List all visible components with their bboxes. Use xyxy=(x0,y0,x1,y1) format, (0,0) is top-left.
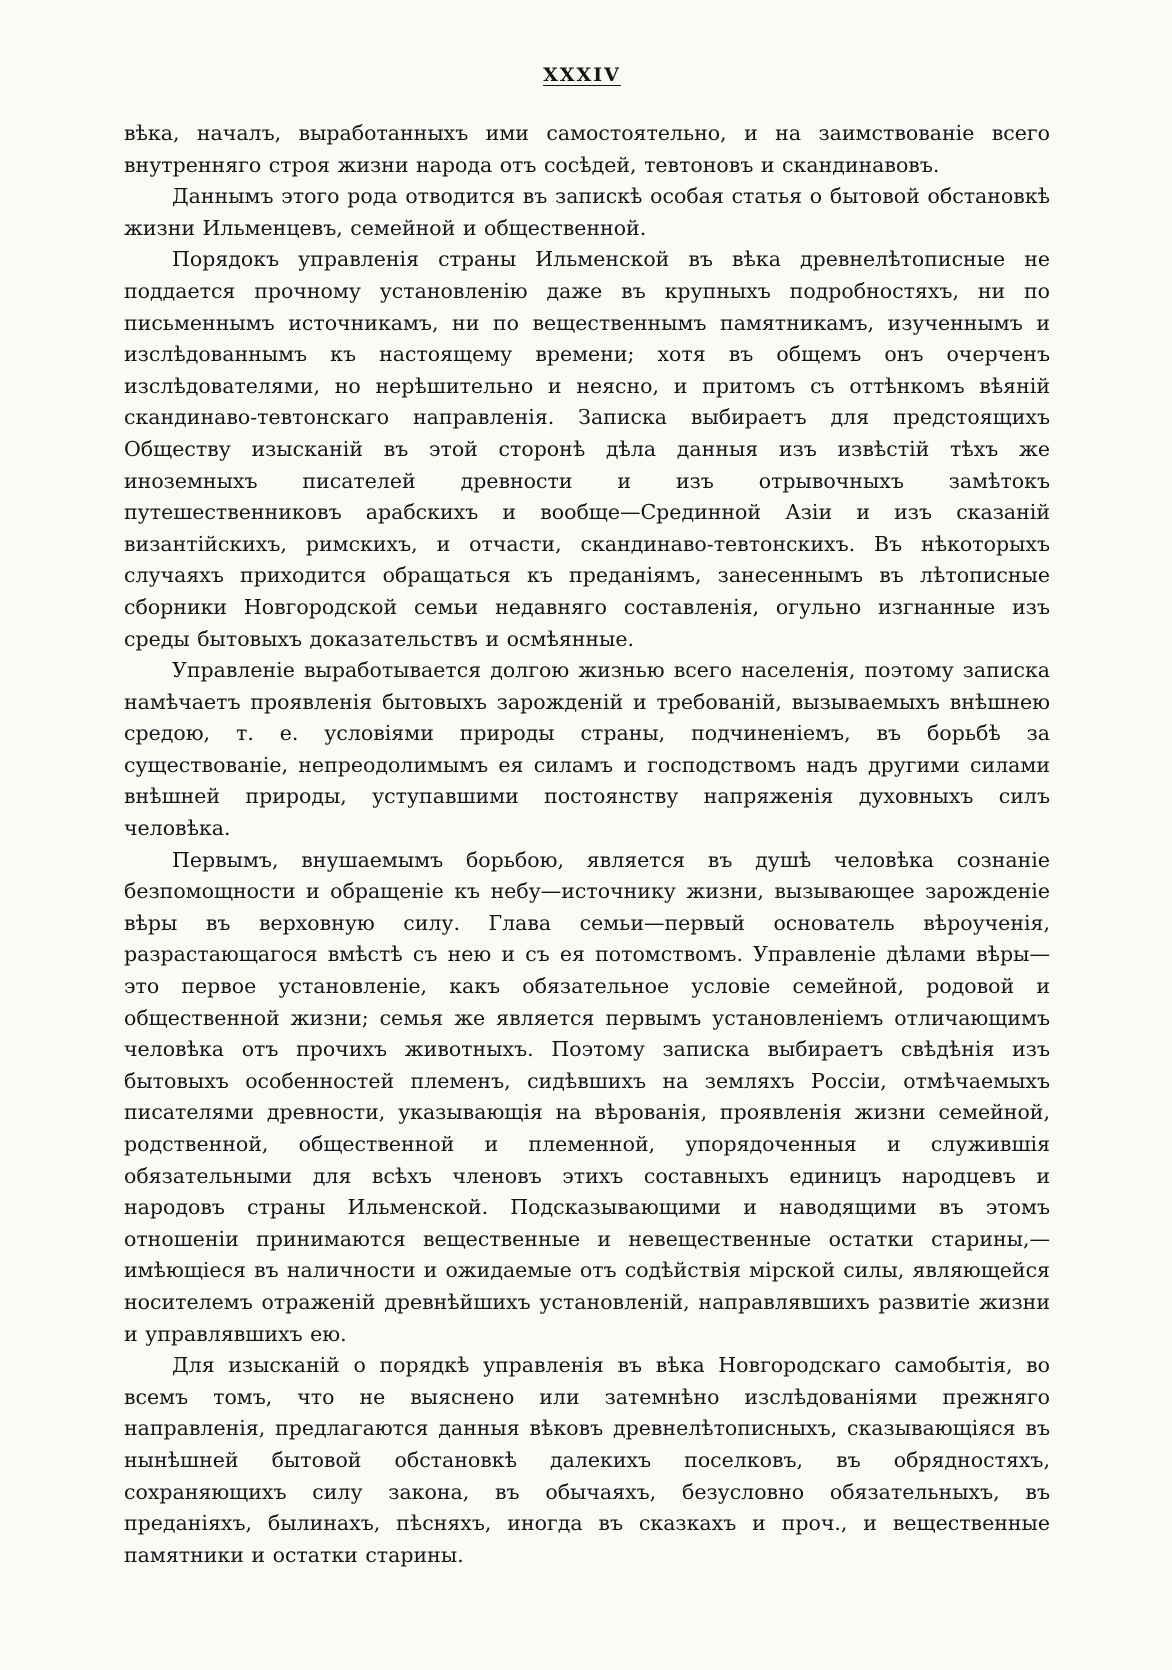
book-page xyxy=(124,58,1050,1618)
paragraph: Порядокъ управленія страны Ильменской въ вѣка древнелѣтописные не поддается прочному установленію даже въ крупныхъ подробностяхъ, ни по письменнымъ источникамъ, ни по вещественнымъ памятникамъ, изученнымъ и изслѣдованнымъ къ настоящему времени; хотя въ общемъ онъ очерченъ изслѣдователями, но нерѣшительно и неясно, и притомъ съ оттѣнкомъ вѣяній скандинаво-тевтонскаго направленія. Записка выбираетъ для предстоящихъ Обществу изысканій въ этой сторонѣ дѣла данныя изъ извѣстій тѣхъ же иноземныхъ писателей древности и изъ отрывочныхъ замѣтокъ путешественниковъ арабскихъ и вообще—Срединной Азіи и изъ сказаній византійскихъ, римскихъ, и отчасти, скандинаво-тевтонскихъ. Въ нѣкоторыхъ случаяхъ приходится обращаться къ преданіямъ, занесеннымъ въ лѣтописные сборники Новгородской семьи недавняго составленія, огульно изгнанные изъ среды бытовыхъ доказательствъ и осмѣянные. xyxy=(124,247,1050,651)
paragraph: вѣка, началъ, выработанныхъ ими самостоятельно, и на заимствованіе всего внутренняго строя жизни народа отъ сосѣдей, тевтоновъ и скандинавовъ. xyxy=(124,121,1050,177)
paragraph: Управленіе выработывается долгою жизнью всего населенія, поэтому записка намѣчаетъ проявленія бытовыхъ зарожденій и требованій, вызываемыхъ внѣшнею средою, т. е. условіями природы страны, подчиненіемъ, въ борьбѣ за существованіе, непреодолимымъ ея силамъ и господствомъ надъ другими силами внѣшней природы, уступавшими постоянству напряженія духовныхъ силъ человѣка. xyxy=(124,658,1050,841)
page-number: XXXIV xyxy=(543,64,621,86)
page-body xyxy=(124,118,1050,1571)
paragraph: Первымъ, внушаемымъ борьбою, является въ душѣ человѣка сознаніе безпомощности и обращеніе къ небу—источнику жизни, вызывающее зарожденіе вѣры въ верховную силу. Глава семьи—первый основатель вѣроученія, разрастающагося вмѣстѣ съ нею и съ ея потомствомъ. Управленіе дѣлами вѣры—это первое установленіе, какъ обязательное условіе семейной, родовой и общественной жизни; семья же является первымъ установленіемъ отличающимъ человѣка отъ прочихъ животныхъ. Поэтому записка выбираетъ свѣдѣнія изъ бытовыхъ особенностей племенъ, сидѣвшихъ на земляхъ Россіи, отмѣчаемыхъ писателями древности, указывающія на вѣрованія, проявленія жизни семейной, родственной, общественной и племенной, упорядоченныя и служившія обязательными для всѣхъ членовъ этихъ составныхъ единицъ народцевъ и народовъ страны Ильменской. Подсказывающими и наводящими въ этомъ отношеніи принимаются вещественные и невещественные остатки старины,—имѣющіеся въ наличности и ожидаемые отъ содѣйствія мірской силы, являющейся носителемъ отраженій древнѣйшихъ установленій, направлявшихъ развитіе жизни и управлявшихъ ею. xyxy=(124,847,1050,1346)
paragraph: Даннымъ этого рода отводится въ запискѣ особая статья о бытовой обстановкѣ жизни Ильменцевъ, семейной и общественной. xyxy=(124,184,1050,240)
paragraph: Для изысканій о порядкѣ управленія въ вѣка Новгородскаго самобытія, во всемъ томъ, что не выяснено или затемнѣно изслѣдованіями прежняго направленія, предлагаются данныя вѣковъ древнелѣтописныхъ, сказывающіяся въ нынѣшней бытовой обстановкѣ далекихъ поселковъ, въ обрядностяхъ, сохраняющихъ силу закона, въ обычаяхъ, безусловно обязательныхъ, въ преданіяхъ, былинахъ, пѣсняхъ, иногда въ сказкахъ и проч., и вещественные памятники и остатки старины. xyxy=(124,1353,1050,1567)
